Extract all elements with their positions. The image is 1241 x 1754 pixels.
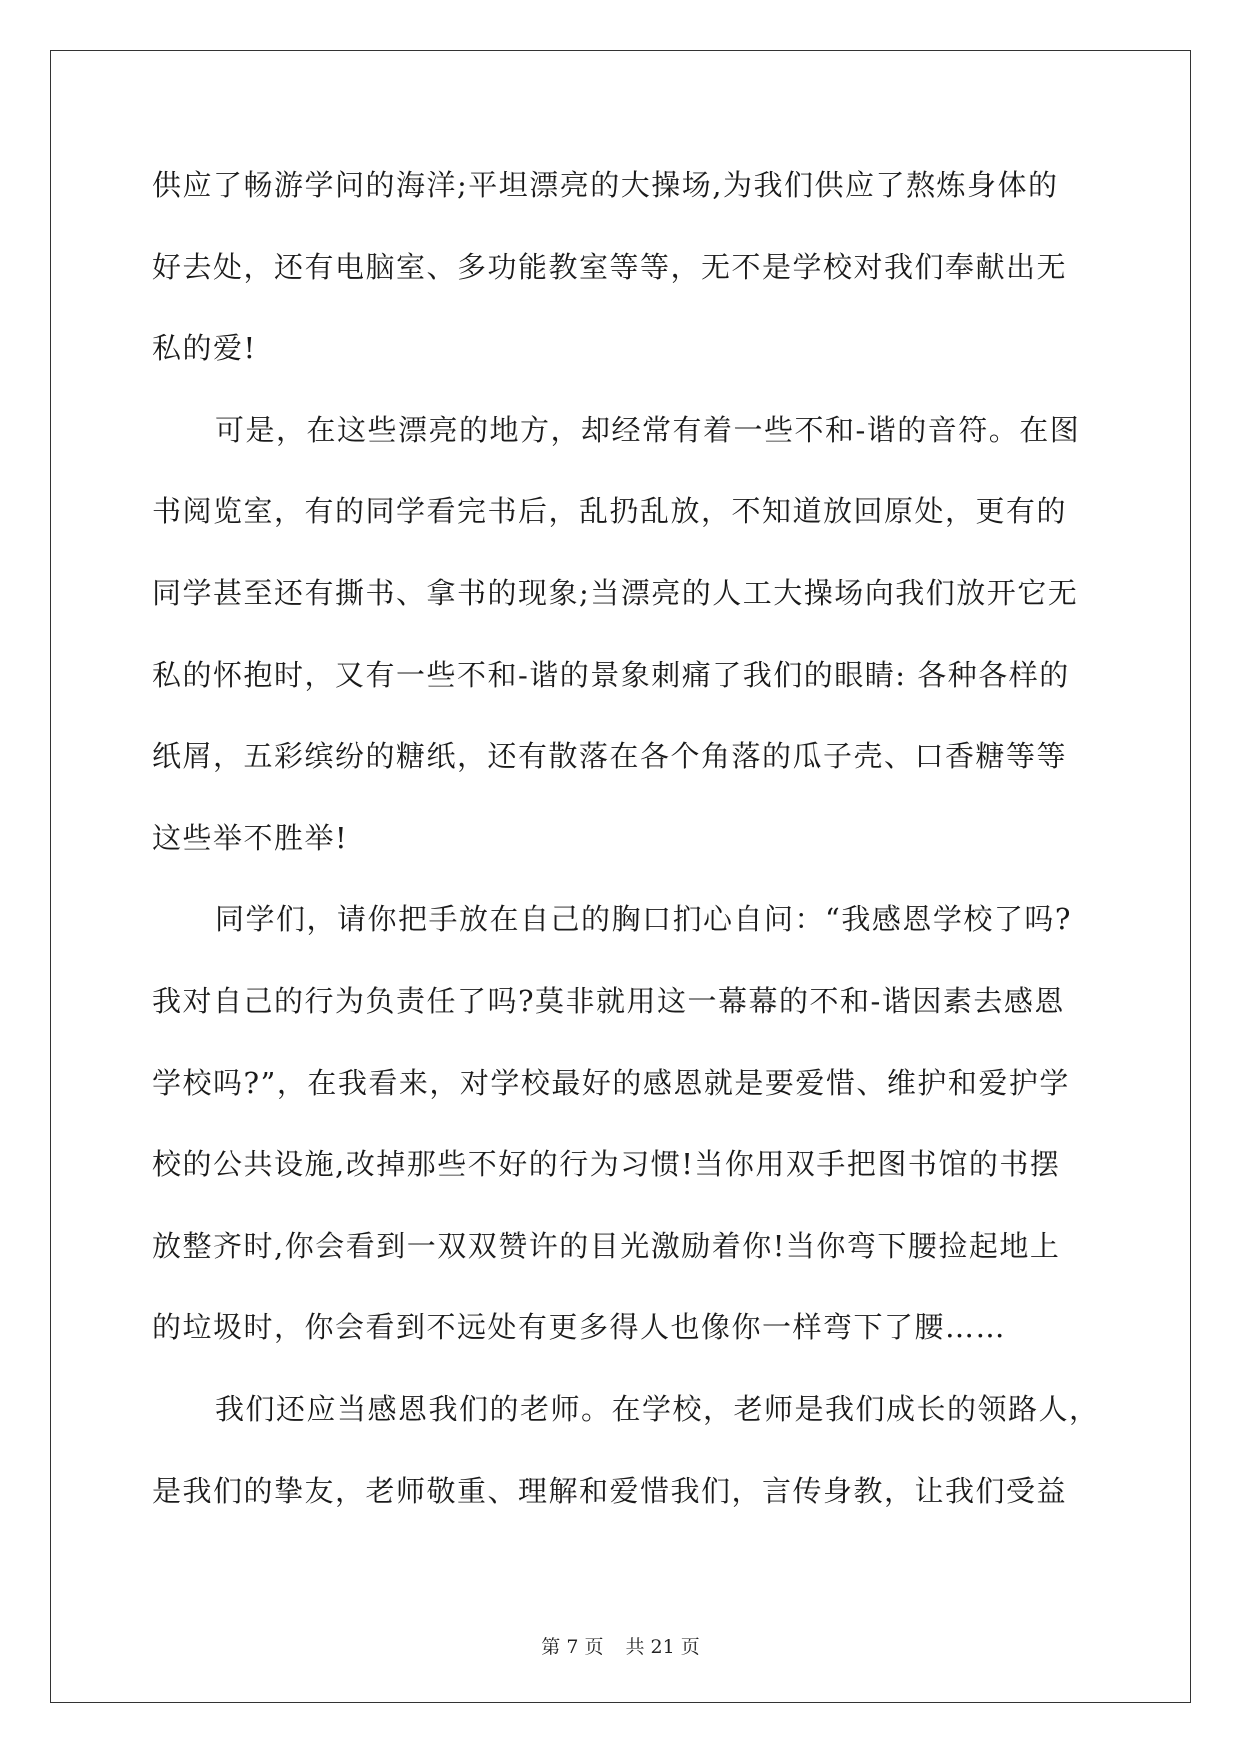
page-footer xyxy=(0,1632,1241,1659)
text-line: 私的爱! xyxy=(152,331,257,366)
text-line: 同学们，请你把手放在自己的胸口扪心自问：“我感恩学校了吗? xyxy=(215,902,1072,937)
text-line: 可是，在这些漂亮的地方，却经常有着一些不和-谐的音符。在图 xyxy=(215,412,1081,447)
text-line: 书阅览室，有的同学看完书后，乱扔乱放，不知道放回原处，更有的 xyxy=(152,494,1068,529)
text-line: 放整齐时,你会看到一双双赞许的目光激励着你!当你弯下腰捡起地上 xyxy=(152,1228,1061,1263)
page-number-current: 第 7 页 xyxy=(541,1636,604,1658)
document-body xyxy=(152,160,1100,1547)
text-line: 的垃圾时，你会看到不远处有更多得人也像你一样弯下了腰…… xyxy=(152,1310,1007,1345)
text-line: 私的怀抱时，又有一些不和-谐的景象刺痛了我们的眼睛: 各种各样的 xyxy=(152,657,1070,692)
text-line: 同学甚至还有撕书、拿书的现象;当漂亮的人工大操场向我们放开它无 xyxy=(152,575,1079,610)
page-number-total: 共 21 页 xyxy=(625,1636,700,1658)
text-line: 校的公共设施,改掉那些不好的行为习惯!当你用双手把图书馆的书摆 xyxy=(152,1147,1061,1182)
text-line: 好去处，还有电脑室、多功能教室等等，无不是学校对我们奉献出无 xyxy=(152,249,1068,284)
text-line: 供应了畅游学问的海洋;平坦漂亮的大操场,为我们供应了熬炼身体的 xyxy=(152,168,1059,202)
text-line: 我对自己的行为负责任了吗?莫非就用这一幕幕的不和-谐因素去感恩 xyxy=(152,983,1065,1018)
text-line: 纸屑，五彩缤纷的糖纸，还有散落在各个角落的瓜子壳、口香糖等等 xyxy=(152,739,1068,774)
text-line: 这些举不胜举! xyxy=(152,820,349,855)
text-line: 是我们的挚友，老师敬重、理解和爱惜我们，言传身教，让我们受益 xyxy=(152,1473,1068,1508)
text-line: 我们还应当感恩我们的老师。在学校，老师是我们成长的领路人， xyxy=(215,1391,1100,1426)
text-line: 学校吗?”，在我看来，对学校最好的感恩就是要爱惜、维护和爱护学 xyxy=(152,1065,1070,1100)
